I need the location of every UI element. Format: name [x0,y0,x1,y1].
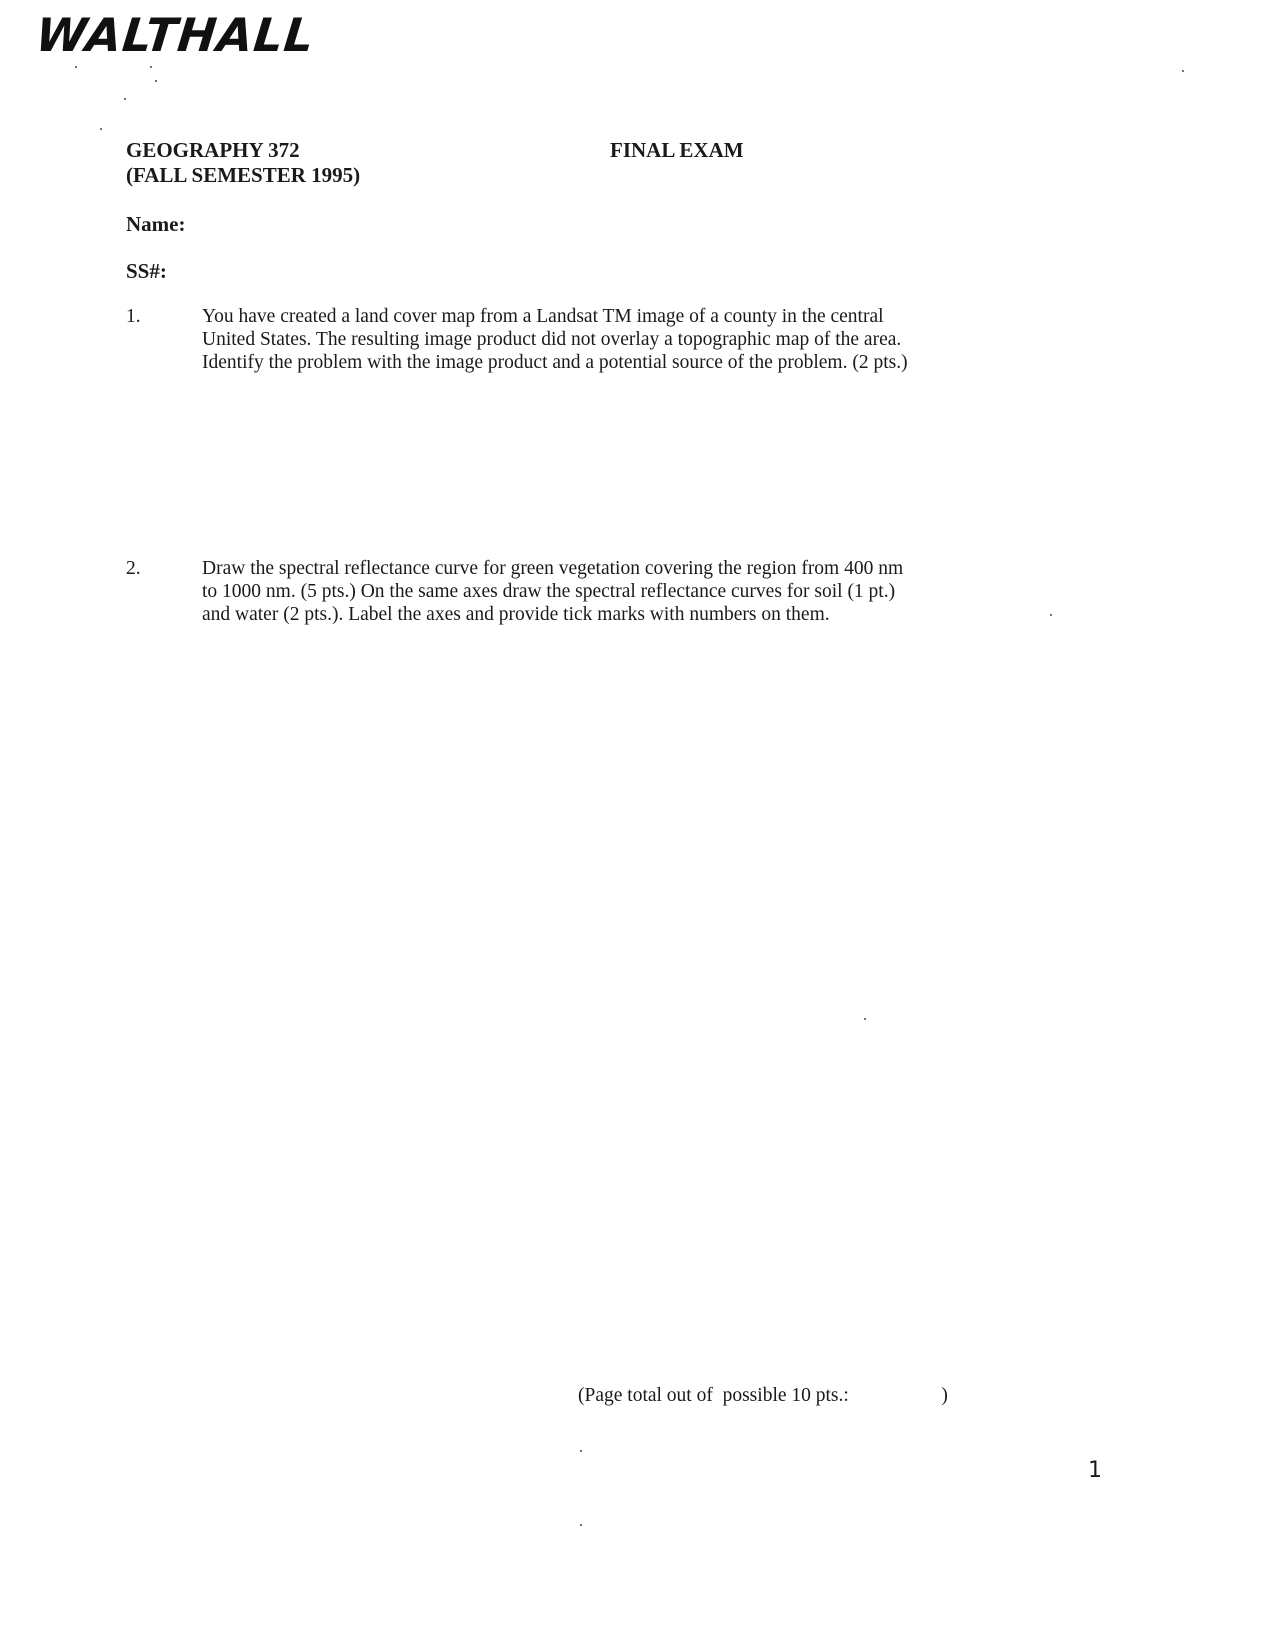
question-text: You have created a land cover map from a Landsat TM image of a county in the central United States. The resulting image product did not overlay a topographic map of the area. Identify the problem with the image product and a potential source of the problem. (2 pts.) [202,306,908,373]
scan-speck [100,128,102,130]
question-number: 2. [126,558,141,579]
name-label: Name: [126,212,186,236]
exam-title: FINAL EXAM [610,138,744,162]
scan-speck [75,66,77,68]
scan-speck [1050,614,1052,616]
course-name: GEOGRAPHY 372 [126,138,300,162]
question-text: Draw the spectral reflectance curve for green vegetation covering the region from 400 nm to 1000 nm. (5 pts.) On the same axes draw the spectral reflectance curves for soil (1 pt.) and water (2 pts.). Label the axes and provide tick marks with numbers on them. [202,558,904,625]
scan-speck [150,66,152,68]
course-title [126,138,360,188]
course-semester: (FALL SEMESTER 1995) [126,163,361,187]
scan-speck [1182,70,1184,72]
page-total-line: (Page total out of possible 10 pts.: ) [578,1385,948,1406]
scan-speck [580,1450,582,1452]
scan-speck [864,1018,866,1020]
scan-speck [124,98,126,100]
question-number: 1. [126,306,141,327]
handwritten-student-name: WALTHALL [33,8,318,62]
ssn-label: SS#: [126,259,167,283]
scan-speck [580,1524,582,1526]
page-number: 1 [1088,1458,1102,1483]
scan-speck [155,80,157,82]
